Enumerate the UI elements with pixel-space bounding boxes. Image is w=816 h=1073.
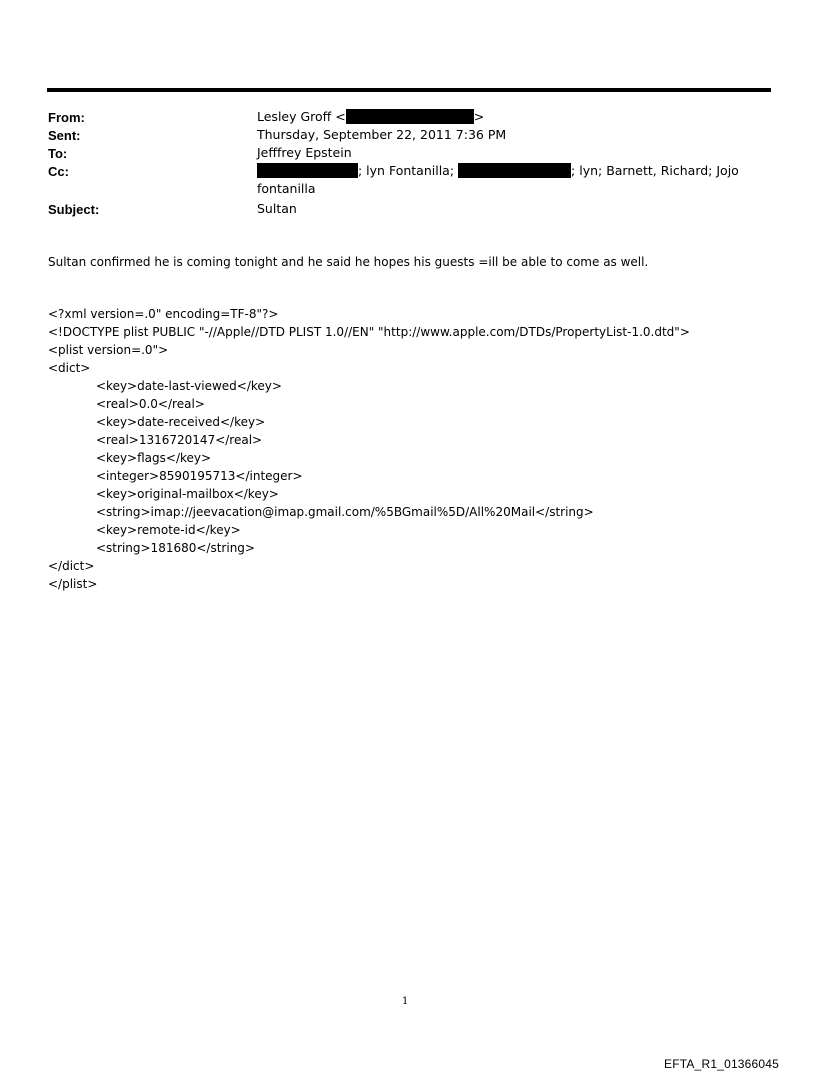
plist-line: <integer>8590195713</integer> — [96, 469, 303, 483]
page-number: 1 — [402, 996, 409, 1007]
plist-line: <string>181680</string> — [96, 541, 255, 555]
from-value — [257, 109, 484, 124]
plist-line: <!DOCTYPE plist PUBLIC "-//Apple//DTD PLIST 1.0//EN" "http://www.apple.com/DTDs/PropertyList-1.0.dtd"> — [48, 325, 690, 339]
plist-line: </dict> — [48, 559, 95, 573]
plist-line: <key>date-last-viewed</key> — [96, 379, 282, 393]
sent-label: Sent: — [48, 128, 81, 143]
plist-line: <key>remote-id</key> — [96, 523, 241, 537]
plist-line: <key>original-mailbox</key> — [96, 487, 279, 501]
subject-value: Sultan — [257, 201, 297, 216]
from-label: From: — [48, 110, 85, 125]
plist-line: <plist version=.0"> — [48, 343, 169, 357]
cc-label: Cc: — [48, 164, 69, 179]
cc-part2: ; lyn; Barnett, Richard; Jojo — [571, 163, 739, 178]
plist-line: <key>flags</key> — [96, 451, 212, 465]
plist-line: </plist> — [48, 577, 98, 591]
cc-value — [257, 163, 739, 178]
plist-line: <string>imap://jeevacation@imap.gmail.com/%5BGmail%5D/All%20Mail</string> — [96, 505, 594, 519]
from-close: > — [473, 109, 485, 124]
sent-value: Thursday, September 22, 2011 7:36 PM — [257, 127, 507, 142]
message-text: Sultan confirmed he is coming tonight and he said he hopes his guests =ill be able to come as well. — [48, 255, 649, 269]
from-name: Lesley Groff < — [257, 109, 346, 124]
to-value: Jefffrey Epstein — [257, 145, 352, 160]
cc-part1: ; lyn Fontanilla; — [358, 163, 455, 178]
plist-line: <?xml version=.0" encoding=TF-8"?> — [48, 307, 279, 321]
plist-line: <real>0.0</real> — [96, 397, 205, 411]
to-label: To: — [48, 146, 68, 161]
bates-number: EFTA_R1_01366045 — [664, 1057, 780, 1071]
plist-line: <dict> — [48, 361, 91, 375]
plist-line: <key>date-received</key> — [96, 415, 266, 429]
cc-value-line2: fontanilla — [257, 181, 316, 196]
subject-label: Subject: — [48, 202, 100, 217]
header-rule — [47, 88, 771, 92]
redaction-box — [458, 163, 571, 178]
redaction-box — [257, 163, 358, 178]
plist-line: <real>1316720147</real> — [96, 433, 263, 447]
redaction-box — [346, 109, 474, 124]
